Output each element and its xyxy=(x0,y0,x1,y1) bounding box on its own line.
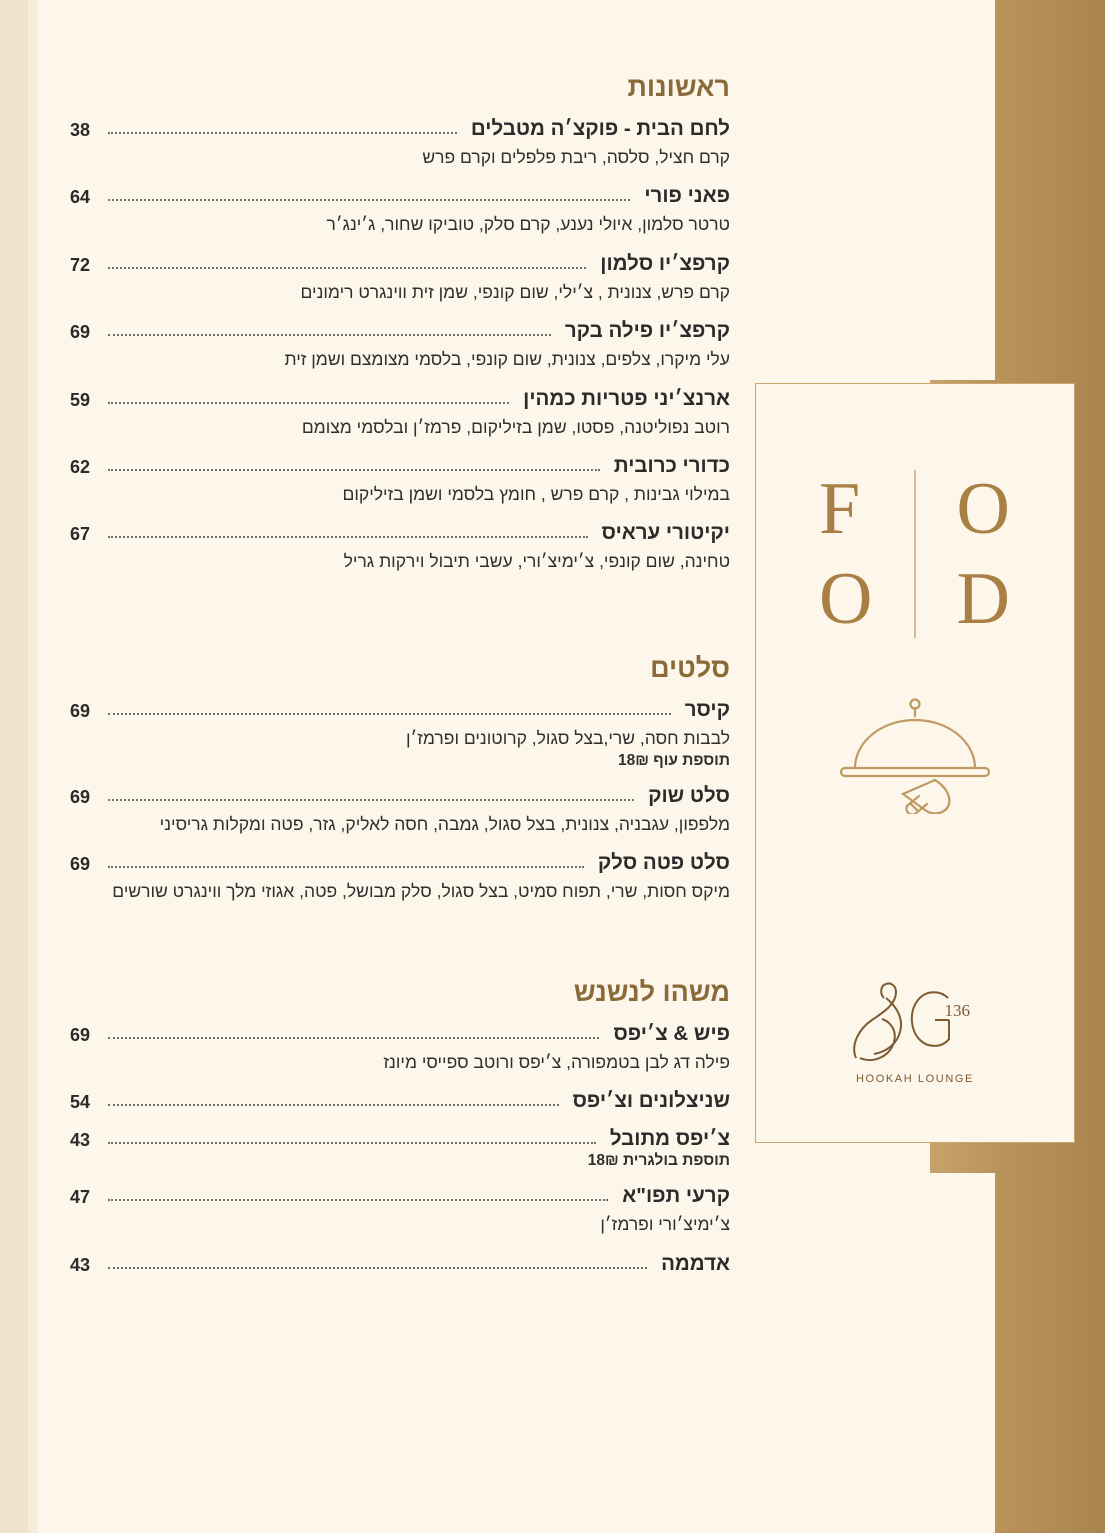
brand-number: 136 xyxy=(944,1001,970,1020)
item-description: רוטב נפוליטנה, פסטו, שמן בזיליקום, פרמז׳ן ובלסמי מצומם xyxy=(301,416,730,437)
item-description: פילה דג לבן בטמפורה, צ׳יפס ורוטב ספייסי מיונז xyxy=(383,1051,730,1072)
item-name: אדממה xyxy=(661,1251,730,1275)
item-price: 67 xyxy=(70,524,91,545)
item-price: 69 xyxy=(70,700,91,721)
leader-dots xyxy=(108,712,671,715)
item-price: 69 xyxy=(70,854,91,875)
item-price: 69 xyxy=(70,1024,91,1045)
item-description: קרם חציל, סלסה, ריבת פלפלים וקרם פרש xyxy=(422,147,730,167)
item-name: קרפצ׳יו סלמון xyxy=(600,251,730,275)
leader-dots xyxy=(108,865,584,868)
band-notch-bottom xyxy=(930,1173,995,1533)
item-price: 43 xyxy=(70,1254,91,1275)
item-description: טרטר סלמון, איולי נענע, קרם סלק, טוביקו שחור, ג׳ינג׳ר xyxy=(326,214,730,235)
leader-dots xyxy=(108,468,600,471)
wordmark-letter-o-upper: O xyxy=(956,468,1011,550)
item-description: קרם פרש, צנונית , צ׳ילי, שום קונפי, שמן זית ווינגרט רימונים xyxy=(300,281,730,302)
item-price: 69 xyxy=(70,787,91,807)
item-description: מיקס חסות, שרי, תפוח סמיט, בצל סגול, סלק מבושל, פטה, אגוזי מלך ווינגרט שורשים xyxy=(112,881,730,902)
leader-dots xyxy=(108,1103,559,1106)
item-price: 54 xyxy=(70,1092,91,1113)
item-name: שניצלונים וצ׳יפס xyxy=(572,1089,730,1113)
section-title-1: ראשונות xyxy=(627,72,730,102)
leader-dots xyxy=(108,401,509,404)
menu-item xyxy=(70,387,730,440)
item-price: 47 xyxy=(70,1187,91,1208)
leader-dots xyxy=(108,535,588,538)
menu-item xyxy=(70,698,730,770)
item-name: כדורי כרובית xyxy=(613,453,730,477)
menu-item xyxy=(70,851,730,904)
leader-dots xyxy=(108,198,630,201)
item-addon: תוספת בולגרית 18₪ xyxy=(587,1152,730,1170)
item-price: 38 xyxy=(70,120,91,140)
menu-item xyxy=(70,252,730,305)
menu-item xyxy=(70,1022,730,1075)
section-title-2: סלטים xyxy=(650,652,730,683)
left-edge-strip-inner xyxy=(28,0,38,1533)
leader-dots xyxy=(108,1198,608,1201)
menu-item xyxy=(70,454,730,507)
item-name: ארנצ׳יני פטריות כמהין xyxy=(523,386,730,410)
left-edge-strip xyxy=(0,0,28,1533)
item-name: פאני פורי xyxy=(644,184,730,208)
item-name: קרפצ׳יו פילה בקר xyxy=(564,319,730,343)
item-name: צ׳יפס מתובל xyxy=(609,1127,730,1151)
item-description: מלפפון, עגבניה, צנונית, בצל סגול, גמבה, חסה לאליק, גזר, פטה ומקלות גריסיני xyxy=(159,814,730,834)
brand-logo-card xyxy=(755,383,1075,1143)
serving-dome-icon xyxy=(815,694,1015,814)
item-price: 72 xyxy=(70,254,91,275)
item-price: 59 xyxy=(70,389,91,410)
menu-content xyxy=(70,0,730,1276)
item-price: 43 xyxy=(70,1130,91,1151)
menu-item xyxy=(70,521,730,574)
menu-item xyxy=(70,1127,730,1170)
item-name: פיש & צ׳יפס xyxy=(613,1021,730,1045)
wordmark-letter-d: D xyxy=(956,558,1011,640)
item-price: 69 xyxy=(70,322,91,343)
item-description: טחינה, שום קונפי, צ׳ימיצ׳ורי, עשבי תיבול וירקות גריל xyxy=(343,551,730,572)
item-name: לחם הבית - פוקצ׳ה מטבלים xyxy=(470,117,730,140)
leader-dots xyxy=(108,266,586,269)
item-name: קרעי תפו"א xyxy=(622,1184,730,1208)
item-price: 62 xyxy=(70,456,91,477)
item-description: לבבות חסה, שרי,בצל סגול, קרוטונים ופרמז׳ן xyxy=(405,727,730,748)
item-name: קיסר xyxy=(684,697,730,721)
menu-item xyxy=(70,1252,730,1276)
leader-dots xyxy=(108,131,457,134)
item-name: יקיטורי עראיס xyxy=(601,521,730,545)
menu-item xyxy=(70,184,730,237)
bg136-logo xyxy=(820,954,1010,1094)
wordmark-letter-f: F xyxy=(819,468,862,550)
item-description: צ׳ימיצ׳ורי ופרמז׳ן xyxy=(600,1214,730,1235)
wordmark-letter-o-lower: O xyxy=(819,558,874,640)
menu-item xyxy=(70,319,730,372)
menu-item xyxy=(70,784,730,837)
leader-dots xyxy=(108,1141,596,1144)
item-name: סלט פטה סלק xyxy=(597,851,730,875)
food-wordmark xyxy=(805,462,1025,642)
item-addon: תוספת עוף 18₪ xyxy=(618,752,730,769)
leader-dots xyxy=(108,1036,599,1039)
leader-dots xyxy=(108,1266,647,1269)
leader-dots xyxy=(108,798,634,801)
band-notch-top xyxy=(930,0,995,380)
item-name: סלט שוק xyxy=(648,784,730,807)
leader-dots xyxy=(108,333,551,336)
item-price: 64 xyxy=(70,187,91,208)
menu-item xyxy=(70,117,730,170)
item-description: במילוי גבינות , קרם פרש , חומץ בלסמי ושמן בזיליקום xyxy=(342,483,730,504)
wordmark-divider xyxy=(915,470,916,638)
menu-item xyxy=(70,1089,730,1113)
section-title-3: משהו לנשנש xyxy=(573,976,730,1007)
menu-item xyxy=(70,1184,730,1237)
brand-tagline: HOOKAH LOUNGE xyxy=(856,1073,974,1085)
item-description: עלי מיקרו, צלפים, צנונית, שום קונפי, בלסמי מצומצם ושמן זית xyxy=(284,349,730,370)
